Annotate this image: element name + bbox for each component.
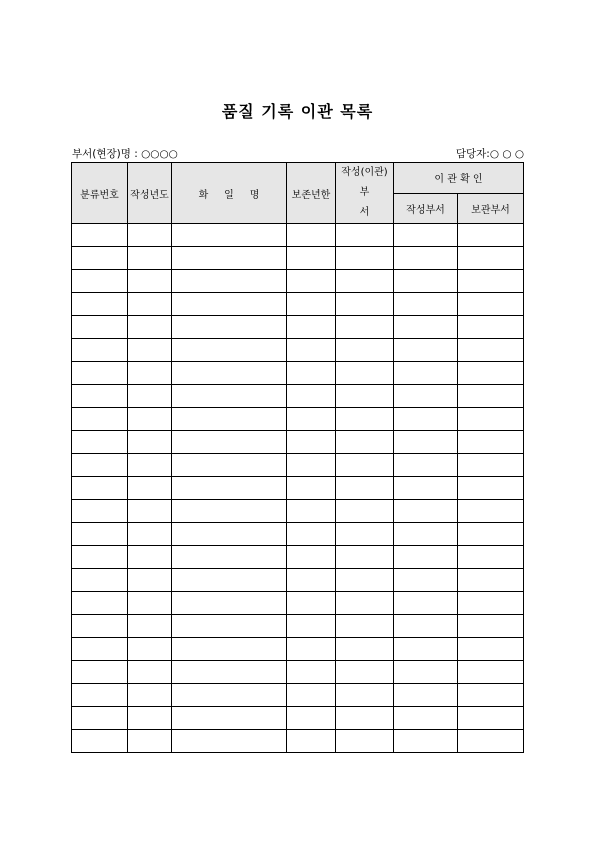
cell-custody-dept[interactable] <box>458 546 524 569</box>
cell-author-dept[interactable] <box>394 615 458 638</box>
cell-writing-dept[interactable] <box>336 385 394 408</box>
cell-writing-dept[interactable] <box>336 454 394 477</box>
cell-file-name[interactable] <box>172 454 287 477</box>
cell-classification-no[interactable] <box>72 569 128 592</box>
cell-author-dept[interactable] <box>394 592 458 615</box>
cell-year-written[interactable] <box>128 569 172 592</box>
cell-author-dept[interactable] <box>394 638 458 661</box>
cell-retention-period[interactable] <box>287 431 336 454</box>
cell-file-name[interactable] <box>172 661 287 684</box>
table-row <box>72 247 524 270</box>
cell-file-name[interactable] <box>172 385 287 408</box>
cell-author-dept[interactable] <box>394 477 458 500</box>
cell-retention-period[interactable] <box>287 523 336 546</box>
table-row <box>72 546 524 569</box>
header-retention-period: 보존년한 <box>287 163 336 224</box>
cell-writing-dept[interactable] <box>336 316 394 339</box>
header-writing-dept-top: 작성(이관) <box>341 167 388 178</box>
cell-custody-dept[interactable] <box>458 661 524 684</box>
cell-file-name[interactable] <box>172 408 287 431</box>
table-row <box>72 707 524 730</box>
cell-retention-period[interactable] <box>287 362 336 385</box>
table-row <box>72 615 524 638</box>
cell-custody-dept[interactable] <box>458 707 524 730</box>
cell-custody-dept[interactable] <box>458 454 524 477</box>
cell-file-name[interactable] <box>172 431 287 454</box>
cell-author-dept[interactable] <box>394 224 458 247</box>
cell-author-dept[interactable] <box>394 293 458 316</box>
cell-retention-period[interactable] <box>287 339 336 362</box>
table-row <box>72 500 524 523</box>
cell-writing-dept[interactable] <box>336 270 394 293</box>
table-row <box>72 362 524 385</box>
cell-author-dept[interactable] <box>394 546 458 569</box>
cell-custody-dept[interactable] <box>458 339 524 362</box>
cell-file-name[interactable] <box>172 477 287 500</box>
cell-author-dept[interactable] <box>394 385 458 408</box>
cell-retention-period[interactable] <box>287 224 336 247</box>
table-row <box>72 569 524 592</box>
cell-year-written[interactable] <box>128 385 172 408</box>
cell-retention-period[interactable] <box>287 615 336 638</box>
cell-writing-dept[interactable] <box>336 431 394 454</box>
cell-custody-dept[interactable] <box>458 638 524 661</box>
table-row <box>72 408 524 431</box>
cell-file-name[interactable] <box>172 569 287 592</box>
cell-writing-dept[interactable] <box>336 408 394 431</box>
cell-custody-dept[interactable] <box>458 385 524 408</box>
cell-classification-no[interactable] <box>72 316 128 339</box>
cell-file-name[interactable] <box>172 362 287 385</box>
cell-year-written[interactable] <box>128 546 172 569</box>
cell-year-written[interactable] <box>128 615 172 638</box>
cell-classification-no[interactable] <box>72 523 128 546</box>
cell-file-name[interactable] <box>172 270 287 293</box>
table-row <box>72 661 524 684</box>
cell-classification-no[interactable] <box>72 477 128 500</box>
cell-classification-no[interactable] <box>72 385 128 408</box>
table-row <box>72 454 524 477</box>
cell-retention-period[interactable] <box>287 638 336 661</box>
cell-writing-dept[interactable] <box>336 500 394 523</box>
header-writing-dept <box>336 163 394 224</box>
cell-custody-dept[interactable] <box>458 592 524 615</box>
cell-author-dept[interactable] <box>394 454 458 477</box>
cell-custody-dept[interactable] <box>458 569 524 592</box>
cell-author-dept[interactable] <box>394 362 458 385</box>
cell-retention-period[interactable] <box>287 592 336 615</box>
cell-custody-dept[interactable] <box>458 477 524 500</box>
document-title: 품질 기록 이관 목록 <box>221 102 374 121</box>
cell-custody-dept[interactable] <box>458 684 524 707</box>
cell-classification-no[interactable] <box>72 638 128 661</box>
cell-author-dept[interactable] <box>394 730 458 753</box>
cell-year-written[interactable] <box>128 477 172 500</box>
cell-classification-no[interactable] <box>72 707 128 730</box>
cell-classification-no[interactable] <box>72 684 128 707</box>
cell-year-written[interactable] <box>128 730 172 753</box>
cell-classification-no[interactable] <box>72 362 128 385</box>
cell-classification-no[interactable] <box>72 661 128 684</box>
cell-file-name[interactable] <box>172 500 287 523</box>
cell-retention-period[interactable] <box>287 454 336 477</box>
cell-writing-dept[interactable] <box>336 523 394 546</box>
cell-custody-dept[interactable] <box>458 431 524 454</box>
cell-file-name[interactable] <box>172 293 287 316</box>
cell-custody-dept[interactable] <box>458 293 524 316</box>
cell-classification-no[interactable] <box>72 454 128 477</box>
cell-author-dept[interactable] <box>394 431 458 454</box>
cell-writing-dept[interactable] <box>336 477 394 500</box>
cell-classification-no[interactable] <box>72 500 128 523</box>
cell-author-dept[interactable] <box>394 569 458 592</box>
cell-custody-dept[interactable] <box>458 523 524 546</box>
cell-custody-dept[interactable] <box>458 615 524 638</box>
header-year-written: 작성년도 <box>128 163 172 224</box>
cell-year-written[interactable] <box>128 316 172 339</box>
cell-writing-dept[interactable] <box>336 638 394 661</box>
cell-retention-period[interactable] <box>287 316 336 339</box>
cell-year-written[interactable] <box>128 707 172 730</box>
cell-custody-dept[interactable] <box>458 500 524 523</box>
department-label: 부서(현장)명 : ○○○○ <box>72 148 178 160</box>
cell-year-written[interactable] <box>128 431 172 454</box>
cell-file-name[interactable] <box>172 592 287 615</box>
table-row <box>72 270 524 293</box>
cell-retention-period[interactable] <box>287 500 336 523</box>
cell-custody-dept[interactable] <box>458 730 524 753</box>
cell-author-dept[interactable] <box>394 684 458 707</box>
cell-file-name[interactable] <box>172 615 287 638</box>
cell-retention-period[interactable] <box>287 247 336 270</box>
cell-custody-dept[interactable] <box>458 316 524 339</box>
record-rows <box>72 224 524 753</box>
cell-file-name[interactable] <box>172 247 287 270</box>
cell-retention-period[interactable] <box>287 546 336 569</box>
cell-author-dept[interactable] <box>394 247 458 270</box>
cell-file-name[interactable] <box>172 730 287 753</box>
cell-year-written[interactable] <box>128 684 172 707</box>
header-file-name: 화 일 명 <box>172 163 287 224</box>
cell-retention-period[interactable] <box>287 730 336 753</box>
cell-author-dept[interactable] <box>394 707 458 730</box>
table-row <box>72 730 524 753</box>
cell-year-written[interactable] <box>128 408 172 431</box>
cell-year-written[interactable] <box>128 247 172 270</box>
table-row <box>72 523 524 546</box>
cell-writing-dept[interactable] <box>336 661 394 684</box>
cell-writing-dept[interactable] <box>336 224 394 247</box>
cell-year-written[interactable] <box>128 339 172 362</box>
header-custody-dept: 보관부서 <box>458 193 524 224</box>
cell-writing-dept[interactable] <box>336 247 394 270</box>
cell-classification-no[interactable] <box>72 270 128 293</box>
cell-classification-no[interactable] <box>72 293 128 316</box>
cell-retention-period[interactable] <box>287 569 336 592</box>
cell-classification-no[interactable] <box>72 615 128 638</box>
cell-custody-dept[interactable] <box>458 362 524 385</box>
table-row <box>72 339 524 362</box>
cell-year-written[interactable] <box>128 224 172 247</box>
cell-author-dept[interactable] <box>394 500 458 523</box>
cell-writing-dept[interactable] <box>336 684 394 707</box>
cell-writing-dept[interactable] <box>336 546 394 569</box>
table-row <box>72 684 524 707</box>
cell-file-name[interactable] <box>172 339 287 362</box>
cell-author-dept[interactable] <box>394 523 458 546</box>
cell-year-written[interactable] <box>128 270 172 293</box>
cell-writing-dept[interactable] <box>336 362 394 385</box>
cell-file-name[interactable] <box>172 707 287 730</box>
cell-writing-dept[interactable] <box>336 339 394 362</box>
header-transfer-check: 이 관 확 인 <box>394 163 524 194</box>
cell-year-written[interactable] <box>128 500 172 523</box>
cell-retention-period[interactable] <box>287 270 336 293</box>
cell-custody-dept[interactable] <box>458 408 524 431</box>
cell-author-dept[interactable] <box>394 408 458 431</box>
cell-file-name[interactable] <box>172 224 287 247</box>
table-row <box>72 592 524 615</box>
cell-author-dept[interactable] <box>394 270 458 293</box>
cell-file-name[interactable] <box>172 316 287 339</box>
cell-file-name[interactable] <box>172 684 287 707</box>
cell-retention-period[interactable] <box>287 385 336 408</box>
table-row <box>72 477 524 500</box>
header-author-dept: 작성부서 <box>394 193 458 224</box>
cell-retention-period[interactable] <box>287 293 336 316</box>
cell-classification-no[interactable] <box>72 339 128 362</box>
table-row <box>72 385 524 408</box>
cell-writing-dept[interactable] <box>336 730 394 753</box>
table-row <box>72 431 524 454</box>
cell-retention-period[interactable] <box>287 408 336 431</box>
cell-custody-dept[interactable] <box>458 247 524 270</box>
cell-year-written[interactable] <box>128 592 172 615</box>
cell-writing-dept[interactable] <box>336 707 394 730</box>
cell-year-written[interactable] <box>128 638 172 661</box>
cell-retention-period[interactable] <box>287 661 336 684</box>
cell-year-written[interactable] <box>128 523 172 546</box>
transfer-records-table <box>71 162 524 753</box>
cell-writing-dept[interactable] <box>336 569 394 592</box>
header-classification-no: 분류번호 <box>72 163 128 224</box>
cell-classification-no[interactable] <box>72 247 128 270</box>
cell-year-written[interactable] <box>128 661 172 684</box>
cell-retention-period[interactable] <box>287 707 336 730</box>
table-row <box>72 224 524 247</box>
manager-label: 담당자:○ ○ ○ <box>455 148 524 160</box>
cell-classification-no[interactable] <box>72 408 128 431</box>
cell-classification-no[interactable] <box>72 224 128 247</box>
cell-file-name[interactable] <box>172 523 287 546</box>
cell-custody-dept[interactable] <box>458 224 524 247</box>
cell-file-name[interactable] <box>172 638 287 661</box>
cell-year-written[interactable] <box>128 454 172 477</box>
header-writing-dept-bottom-1: 부 <box>359 187 370 198</box>
cell-retention-period[interactable] <box>287 477 336 500</box>
cell-writing-dept[interactable] <box>336 293 394 316</box>
cell-custody-dept[interactable] <box>458 270 524 293</box>
cell-classification-no[interactable] <box>72 431 128 454</box>
table-row <box>72 293 524 316</box>
cell-retention-period[interactable] <box>287 684 336 707</box>
cell-year-written[interactable] <box>128 293 172 316</box>
cell-writing-dept[interactable] <box>336 592 394 615</box>
cell-author-dept[interactable] <box>394 661 458 684</box>
cell-year-written[interactable] <box>128 362 172 385</box>
header-writing-dept-bottom-2: 서 <box>359 207 370 218</box>
cell-classification-no[interactable] <box>72 730 128 753</box>
table-row <box>72 638 524 661</box>
cell-classification-no[interactable] <box>72 592 128 615</box>
cell-author-dept[interactable] <box>394 316 458 339</box>
cell-classification-no[interactable] <box>72 546 128 569</box>
cell-writing-dept[interactable] <box>336 615 394 638</box>
header-writing-dept-bottom <box>336 183 393 223</box>
table-row <box>72 316 524 339</box>
cell-file-name[interactable] <box>172 546 287 569</box>
cell-author-dept[interactable] <box>394 339 458 362</box>
